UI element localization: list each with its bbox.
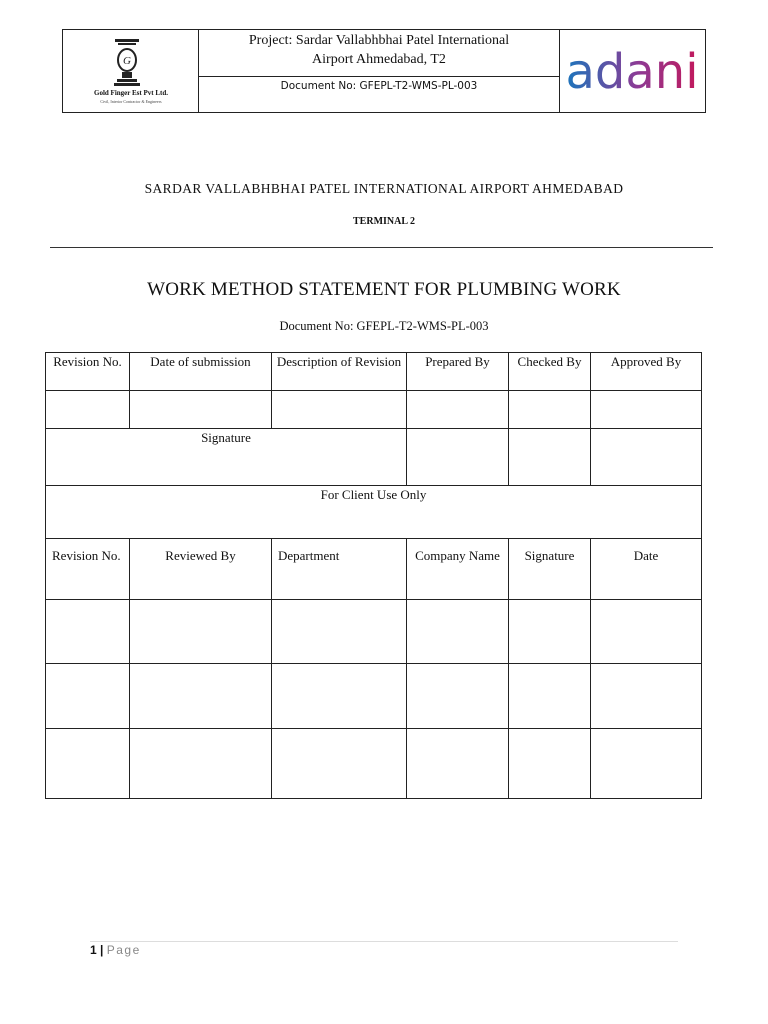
revision-table <box>45 352 702 799</box>
table-cell <box>272 600 407 664</box>
gold-finger-logo-icon <box>63 30 199 90</box>
table-cell <box>130 664 272 729</box>
header-approved-by: Approved By <box>591 353 702 391</box>
table-cell <box>407 664 509 729</box>
table-cell <box>272 664 407 729</box>
table-cell <box>407 729 509 799</box>
adani-logo-icon <box>560 30 705 112</box>
horizontal-divider <box>50 247 713 248</box>
footer-divider <box>90 941 678 942</box>
page-number: 1 <box>90 943 97 957</box>
client-use-label: For Client Use Only <box>46 486 702 539</box>
client-header-row <box>46 539 702 600</box>
client-header-revision-no: Revision No. <box>46 539 130 600</box>
table-cell <box>130 391 272 429</box>
company-logo-tagline: Civil, Interior Contractor & Engineers <box>100 99 162 104</box>
table-row <box>46 600 702 664</box>
header-revision-no: Revision No. <box>46 353 130 391</box>
table-cell <box>407 600 509 664</box>
table-cell <box>272 729 407 799</box>
signature-row <box>46 429 702 486</box>
document-main-title: WORK METHOD STATEMENT FOR PLUMBING WORK <box>147 279 621 300</box>
page-footer <box>90 943 141 957</box>
company-logo <box>63 30 199 112</box>
header-description: Description of Revision <box>272 353 407 391</box>
header-date-of-submission: Date of submission <box>130 353 272 391</box>
page-label: Page <box>106 943 141 957</box>
table-cell <box>46 664 130 729</box>
table-header-row <box>46 353 702 391</box>
client-header-reviewed-by: Reviewed By <box>130 539 272 600</box>
table-cell <box>509 600 591 664</box>
footer-separator: | <box>96 943 107 957</box>
airport-title: SARDAR VALLABHBHAI PATEL INTERNATIONAL AIRPORT AHMEDABAD <box>144 181 624 196</box>
header-prepared-by: Prepared By <box>407 353 509 391</box>
table-cell <box>407 391 509 429</box>
header-checked-by: Checked By <box>509 353 591 391</box>
table-cell <box>509 729 591 799</box>
client-header-date: Date <box>591 539 702 600</box>
table-cell <box>591 600 702 664</box>
company-logo-caption: Gold Finger Est Pvt Ltd. <box>94 89 168 97</box>
signature-label: Signature <box>46 429 407 486</box>
table-cell <box>407 429 509 486</box>
project-line-1: Project: Sardar Vallabhbhai Patel International <box>248 33 510 48</box>
table-row <box>46 664 702 729</box>
adani-logo <box>560 30 705 112</box>
terminal-title: TERMINAL 2 <box>353 216 415 227</box>
table-cell <box>130 729 272 799</box>
svg-text:G: G <box>123 55 131 67</box>
header-document-number: Document No: GFEPL-T2-WMS-PL-003 <box>280 80 478 92</box>
table-cell <box>509 429 591 486</box>
project-line-2: Airport Ahmedabad, T2 <box>312 52 446 67</box>
table-cell <box>46 391 130 429</box>
adani-wordmark: adani <box>565 44 699 100</box>
table-cell <box>130 600 272 664</box>
table-cell <box>509 664 591 729</box>
table-cell <box>591 664 702 729</box>
table-cell <box>509 391 591 429</box>
table-row <box>46 391 702 429</box>
client-header-signature: Signature <box>509 539 591 600</box>
document-number: Document No: GFEPL-T2-WMS-PL-003 <box>279 319 489 333</box>
table-cell <box>591 391 702 429</box>
project-title <box>199 30 559 77</box>
table-row <box>46 729 702 799</box>
document-header <box>62 29 706 113</box>
table-cell <box>46 600 130 664</box>
table-cell <box>46 729 130 799</box>
table-cell <box>591 429 702 486</box>
client-header-company-name: Company Name <box>407 539 509 600</box>
table-cell <box>591 729 702 799</box>
client-header-department: Department <box>272 539 407 600</box>
client-use-row <box>46 486 702 539</box>
project-info <box>199 30 560 112</box>
table-cell <box>272 391 407 429</box>
